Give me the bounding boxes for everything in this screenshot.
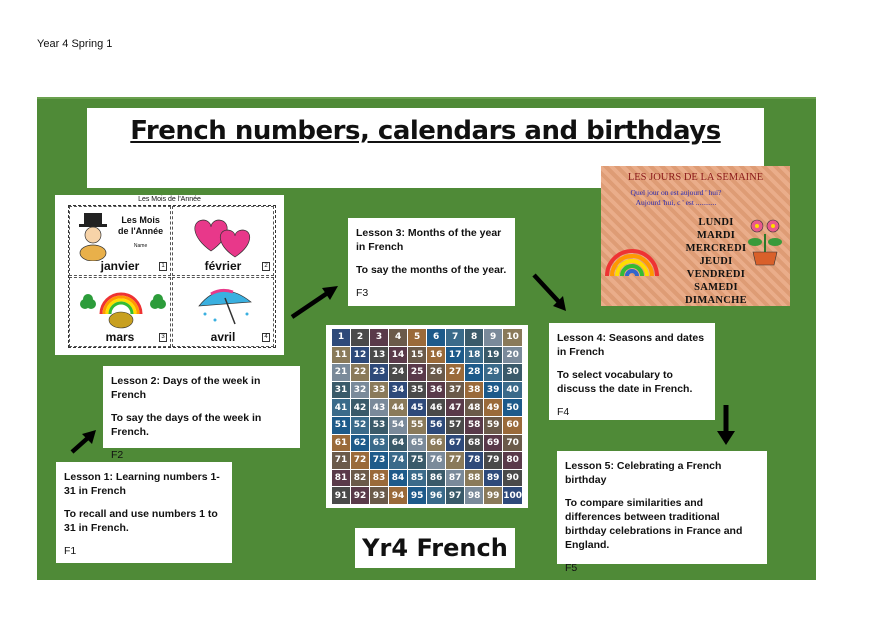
number-tile: 31: [332, 382, 350, 399]
number-tile: 60: [503, 417, 522, 434]
months-grid: [68, 205, 276, 348]
lesson-objective: To say the days of the week in French.: [111, 412, 262, 438]
number-tile: 25: [408, 364, 426, 381]
lesson-title: Lesson 1: Learning numbers 1-31 in French: [64, 471, 220, 497]
number-tile: 82: [351, 470, 369, 487]
number-tile: 55: [408, 417, 426, 434]
number-tile: 19: [484, 347, 502, 364]
day-name: MERCREDI: [685, 243, 747, 254]
number-tile: 32: [351, 382, 369, 399]
months-cover: [118, 215, 163, 252]
number-tile: 70: [503, 435, 522, 452]
lesson-objective: To select vocabulary to discuss the date in French.: [557, 369, 693, 395]
month-name: mars: [105, 330, 135, 344]
numbers-grid: [332, 329, 522, 504]
number-tile: 67: [446, 435, 464, 452]
number-tile: 87: [446, 470, 464, 487]
number-tile: 81: [332, 470, 350, 487]
lesson-objective: To compare similarities and differences between traditional birthday celebrations in France and England.: [565, 497, 743, 551]
arrow-icon: [714, 403, 738, 447]
number-tile: 20: [503, 347, 522, 364]
number-tile: 51: [332, 417, 350, 434]
number-tile: 54: [389, 417, 407, 434]
rainbow-clover-icon: [75, 280, 167, 330]
number-tile: 85: [408, 470, 426, 487]
number-tile: 53: [370, 417, 388, 434]
number-tile: 49: [484, 399, 502, 416]
numbers-image: [326, 325, 528, 508]
cover-line2: de l'Année: [118, 226, 164, 236]
number-tile: 63: [370, 435, 388, 452]
number-tile: 59: [484, 417, 502, 434]
jours-question-1: Quel jour on est aujourd ' hui?: [630, 188, 722, 197]
day-name: DIMANCHE: [685, 295, 747, 306]
lesson-card-3: [348, 218, 515, 306]
lesson-card-1: [56, 462, 232, 563]
months-image: [55, 195, 284, 355]
number-tile: 10: [503, 329, 522, 346]
month-number: 4: [262, 333, 270, 342]
hearts-icon: [189, 211, 259, 259]
lesson-title: Lesson 2: Days of the week in French: [111, 375, 261, 401]
number-tile: 5: [408, 329, 426, 346]
number-tile: 90: [503, 470, 522, 487]
number-tile: 62: [351, 435, 369, 452]
number-tile: 26: [427, 364, 445, 381]
flower-pot-icon: [743, 214, 787, 266]
number-tile: 1: [332, 329, 350, 346]
cover-name-label: Name: [133, 243, 148, 249]
day-name: MARDI: [696, 230, 736, 241]
number-tile: 7: [446, 329, 464, 346]
number-tile: 65: [408, 435, 426, 452]
number-tile: 84: [389, 470, 407, 487]
number-tile: 39: [484, 382, 502, 399]
number-tile: 64: [389, 435, 407, 452]
number-tile: 17: [446, 347, 464, 364]
number-tile: 96: [427, 487, 445, 504]
lesson-title: Lesson 3: Months of the year in French: [356, 227, 502, 253]
number-tile: 91: [332, 487, 350, 504]
number-tile: 38: [465, 382, 483, 399]
number-tile: 61: [332, 435, 350, 452]
arrow-icon: [531, 272, 569, 314]
number-tile: 9: [484, 329, 502, 346]
number-tile: 89: [484, 470, 502, 487]
number-tile: 57: [446, 417, 464, 434]
number-tile: 4: [389, 329, 407, 346]
number-tile: 93: [370, 487, 388, 504]
number-tile: 79: [484, 452, 502, 469]
number-tile: 30: [503, 364, 522, 381]
lesson-code: F5: [565, 562, 578, 574]
number-tile: 77: [446, 452, 464, 469]
number-tile: 29: [484, 364, 502, 381]
number-tile: 58: [465, 417, 483, 434]
number-tile: 44: [389, 399, 407, 416]
number-tile: 41: [332, 399, 350, 416]
year4-french-badge: Yr4 French: [355, 528, 515, 568]
lesson-card-4: [549, 323, 715, 420]
number-tile: 34: [389, 382, 407, 399]
lesson-card-5: [557, 451, 767, 574]
number-tile: 11: [332, 347, 350, 364]
number-tile: 76: [427, 452, 445, 469]
month-number: 1: [159, 262, 167, 271]
number-tile: 47: [446, 399, 464, 416]
number-tile: 27: [446, 364, 464, 381]
lesson-code: F3: [356, 287, 369, 299]
number-tile: 37: [446, 382, 464, 399]
number-tile: 95: [408, 487, 426, 504]
number-tile: 88: [465, 470, 483, 487]
day-name: VENDREDI: [686, 269, 746, 280]
number-tile: 45: [408, 399, 426, 416]
number-tile: 50: [503, 399, 522, 416]
number-tile: 56: [427, 417, 445, 434]
cover-line1: Les Mois: [121, 215, 160, 225]
number-tile: 86: [427, 470, 445, 487]
number-tile: 14: [389, 347, 407, 364]
header-note: Year 4 Spring 1: [37, 38, 113, 50]
page-title: French numbers, calendars and birthdays: [130, 116, 721, 146]
number-tile: 24: [389, 364, 407, 381]
number-tile: 71: [332, 452, 350, 469]
number-tile: 92: [351, 487, 369, 504]
day-name: LUNDI: [698, 217, 734, 228]
number-tile: 75: [408, 452, 426, 469]
jours-poster: [601, 166, 790, 306]
number-tile: 33: [370, 382, 388, 399]
jours-title: LES JOURS DE LA SEMAINE: [627, 172, 764, 183]
number-tile: 35: [408, 382, 426, 399]
number-tile: 36: [427, 382, 445, 399]
number-tile: 2: [351, 329, 369, 346]
day-name: SAMEDI: [694, 282, 738, 293]
month-cell-janvier: [69, 206, 171, 276]
rainbow-icon: [603, 240, 661, 280]
month-name: février: [204, 259, 242, 273]
number-tile: 12: [351, 347, 369, 364]
arrow-icon: [68, 428, 100, 456]
number-tile: 3: [370, 329, 388, 346]
number-tile: 97: [446, 487, 464, 504]
number-tile: 22: [351, 364, 369, 381]
day-name: JEUDI: [699, 256, 733, 267]
number-tile: 83: [370, 470, 388, 487]
months-image-heading: Les Mois de l'Année: [138, 196, 201, 203]
number-tile: 23: [370, 364, 388, 381]
month-name: janvier: [100, 259, 140, 273]
lesson-card-2: [103, 366, 300, 461]
lesson-code: F4: [557, 406, 570, 418]
month-name: avril: [210, 330, 236, 344]
number-tile: 18: [465, 347, 483, 364]
month-cell-avril: [172, 277, 274, 347]
number-tile: 13: [370, 347, 388, 364]
lesson-objective: To recall and use numbers 1 to 31 in French.: [64, 508, 218, 534]
number-tile: 69: [484, 435, 502, 452]
lesson-code: F1: [64, 545, 77, 557]
number-tile: 73: [370, 452, 388, 469]
number-tile: 48: [465, 399, 483, 416]
arrow-icon: [289, 284, 341, 320]
number-tile: 78: [465, 452, 483, 469]
lesson-title: Lesson 5: Celebrating a French birthday: [565, 460, 722, 486]
number-tile: 99: [484, 487, 502, 504]
number-tile: 68: [465, 435, 483, 452]
number-tile: 100: [503, 487, 522, 504]
jours-question-2: Aujourd 'hui, c ' est ...........: [635, 198, 717, 207]
month-number: 2: [262, 262, 270, 271]
month-number: 3: [159, 333, 167, 342]
number-tile: 8: [465, 329, 483, 346]
child-hat-icon: [74, 211, 114, 261]
number-tile: 52: [351, 417, 369, 434]
number-tile: 80: [503, 452, 522, 469]
number-tile: 98: [465, 487, 483, 504]
number-tile: 6: [427, 329, 445, 346]
number-tile: 16: [427, 347, 445, 364]
number-tile: 46: [427, 399, 445, 416]
month-cell-mars: [69, 277, 171, 347]
number-tile: 94: [389, 487, 407, 504]
number-tile: 74: [389, 452, 407, 469]
number-tile: 66: [427, 435, 445, 452]
number-tile: 72: [351, 452, 369, 469]
number-tile: 43: [370, 399, 388, 416]
month-cell-fevrier: [172, 206, 274, 276]
lesson-title: Lesson 4: Seasons and dates in French: [557, 332, 705, 358]
lesson-objective: To say the months of the year.: [356, 264, 507, 276]
lesson-code: F2: [111, 449, 124, 461]
number-tile: 21: [332, 364, 350, 381]
number-tile: 28: [465, 364, 483, 381]
number-tile: 15: [408, 347, 426, 364]
number-tile: 42: [351, 399, 369, 416]
number-tile: 40: [503, 382, 522, 399]
umbrella-icon: [191, 280, 261, 330]
